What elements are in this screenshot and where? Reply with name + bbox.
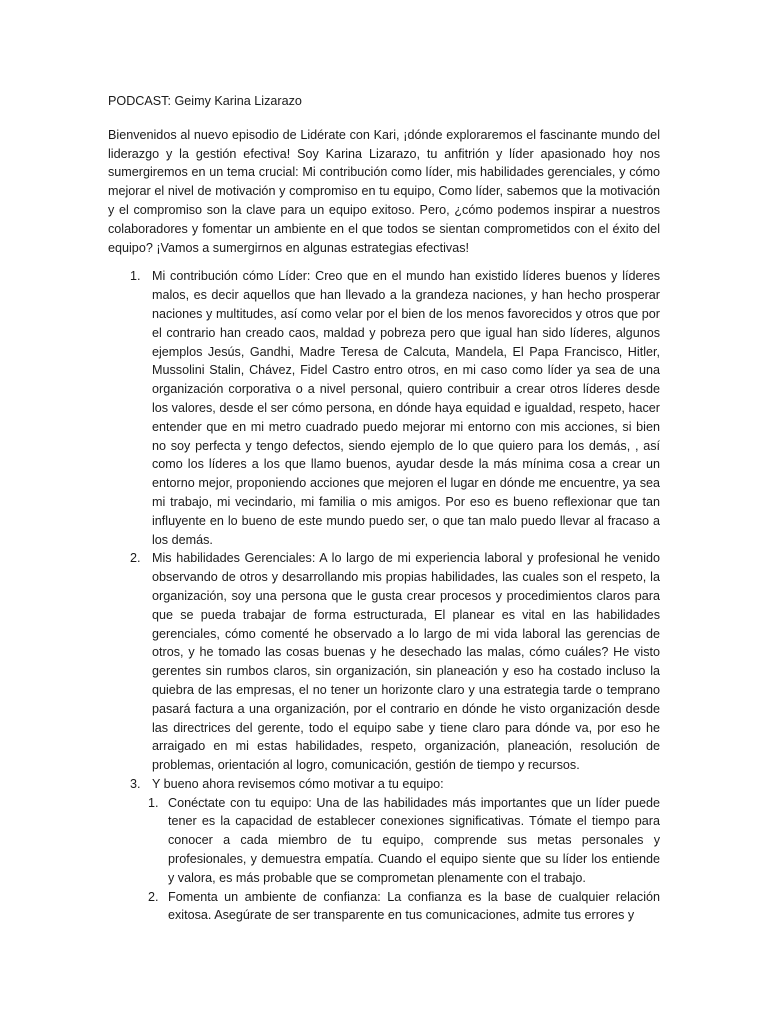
list-item-text: Y bueno ahora revisemos cómo motivar a tu equipo: xyxy=(152,776,444,791)
nested-list-item-text: Conéctate con tu equipo: Una de las habilidades más importantes que un líder puede tener es la capacidad de establecer conexiones significativas. Tómate el tiempo para conocer a cada miembro de tu equipo, comprende sus metas personales y profesionales, y demuestra empatía. Cuando el equipo siente que su líder los entiende y valora, es más probable que se comprometan plenamente con el trabajo. xyxy=(168,795,660,885)
list-item-text: Mis habilidades Gerenciales: A lo largo de mi experiencia laboral y profesional he venido observando de otros y desarrollando mis propias habilidades, las cuales son el respeto, la organización, soy una persona que le gusta crear procesos y procedimientos claros para que se pueda trabajar de forma estructurada, El planear es vital en las habilidades gerenciales, cómo comenté he observado a lo largo de mi vida laboral las gerencias de otros, y he tomado las cosas buenas y he desechado las malas, cómo cuáles? He visto gerentes sin rumbos claros, sin organización, sin planeación y eso ha costado incluso la quiebra de las empresas, el no tener un horizonte claro y una estrategia tarde o temprano pasará factura a una organización, por el contrario en dónde he visto organización desde las directrices del gerente, todo el equipo sabe y tiene claro para dónde va, por eso he arraigado en mi estas habilidades, respeto, organización, planeación, resolución de problemas, orientación al logro, comunicación, gestión de tiempo y recursos. xyxy=(152,551,660,773)
nested-list-item xyxy=(148,794,660,888)
list-item-number: 2. xyxy=(130,551,141,566)
list-item-number: 3. xyxy=(130,776,141,791)
nested-list-item-text: Fomenta un ambiente de confianza: La confianza es la base de cualquier relación exitosa. Asegúrate de ser transparente en tus comunicaciones, admite tus errores y xyxy=(168,889,660,923)
nested-list-item xyxy=(148,888,660,926)
list-item xyxy=(108,549,660,775)
list-item xyxy=(108,267,660,549)
list-item xyxy=(108,775,660,925)
nested-list xyxy=(148,794,660,926)
document-title: PODCAST: Geimy Karina Lizarazo xyxy=(108,94,302,108)
nested-list-item-number: 1. xyxy=(148,795,159,810)
list-item-lead xyxy=(108,775,660,794)
intro-paragraph: Bienvenidos al nuevo episodio de Lidérate con Kari, ¡dónde exploraremos el fascinante mundo del liderazgo y la gestión efectiva! Soy Karina Lizarazo, tu anfitrión y líder apasionado hoy nos sumergiremos en un tema crucial: Mi contribución como líder, mis habilidades gerenciales, y cómo mejorar el nivel de motivación y compromiso en tu equipo, Como líder, sabemos que la motivación y el compromiso son la clave para un equipo exitoso. Pero, ¿cómo podemos inspirar a nuestros colaboradores y fomentar un ambiente en el que todos se sientan comprometidos con el éxito del equipo? ¡Vamos a sumergirnos en algunas estrategias efectivas! xyxy=(108,127,660,255)
list-item-number: 1. xyxy=(130,269,141,284)
numbered-list xyxy=(108,267,660,925)
list-item-text: Mi contribución cómo Líder: Creo que en el mundo han existido líderes buenos y líderes malos, es decir aquellos que han llevado a la grandeza naciones, y han hecho prosperar naciones y multitudes, así como velar por el bien de los menos favorecidos y otros que por el contrario han creado caos, maldad y pobreza pero que igual han sido líderes, algunos ejemplos Jesús, Gandhi, Madre Teresa de Calcuta, Mandela, El Papa Francisco, Hitler, Mussolini Stalin, Chávez, Fidel Castro entro otros, en mi caso como líder ya sea de una organización corporativa o a nivel personal, quiero contribuir a crear otros líderes desde los valores, desde el ser cómo persona, en dónde haya equidad e igualdad, respeto, hacer entender que en mi metro cuadrado puedo mejorar mi entorno con mis acciones, si bien no soy perfecta y tengo defectos, siendo ejemplo de lo que quiero para los demás, , así como los líderes a los que llamo buenos, ayudar desde la más mínima cosa a crear un entorno mejor, proponiendo acciones que mejoren el lugar en dónde me encuentre, ya sea mi trabajo, mi vecindario, mi familia o mis amigos. Por eso es bueno reflexionar que tan influyente en lo bueno de este mundo puedo ser, o que tan malo puedo llevar al fracaso a los demás. xyxy=(152,269,660,547)
nested-list-item-number: 2. xyxy=(148,889,159,904)
